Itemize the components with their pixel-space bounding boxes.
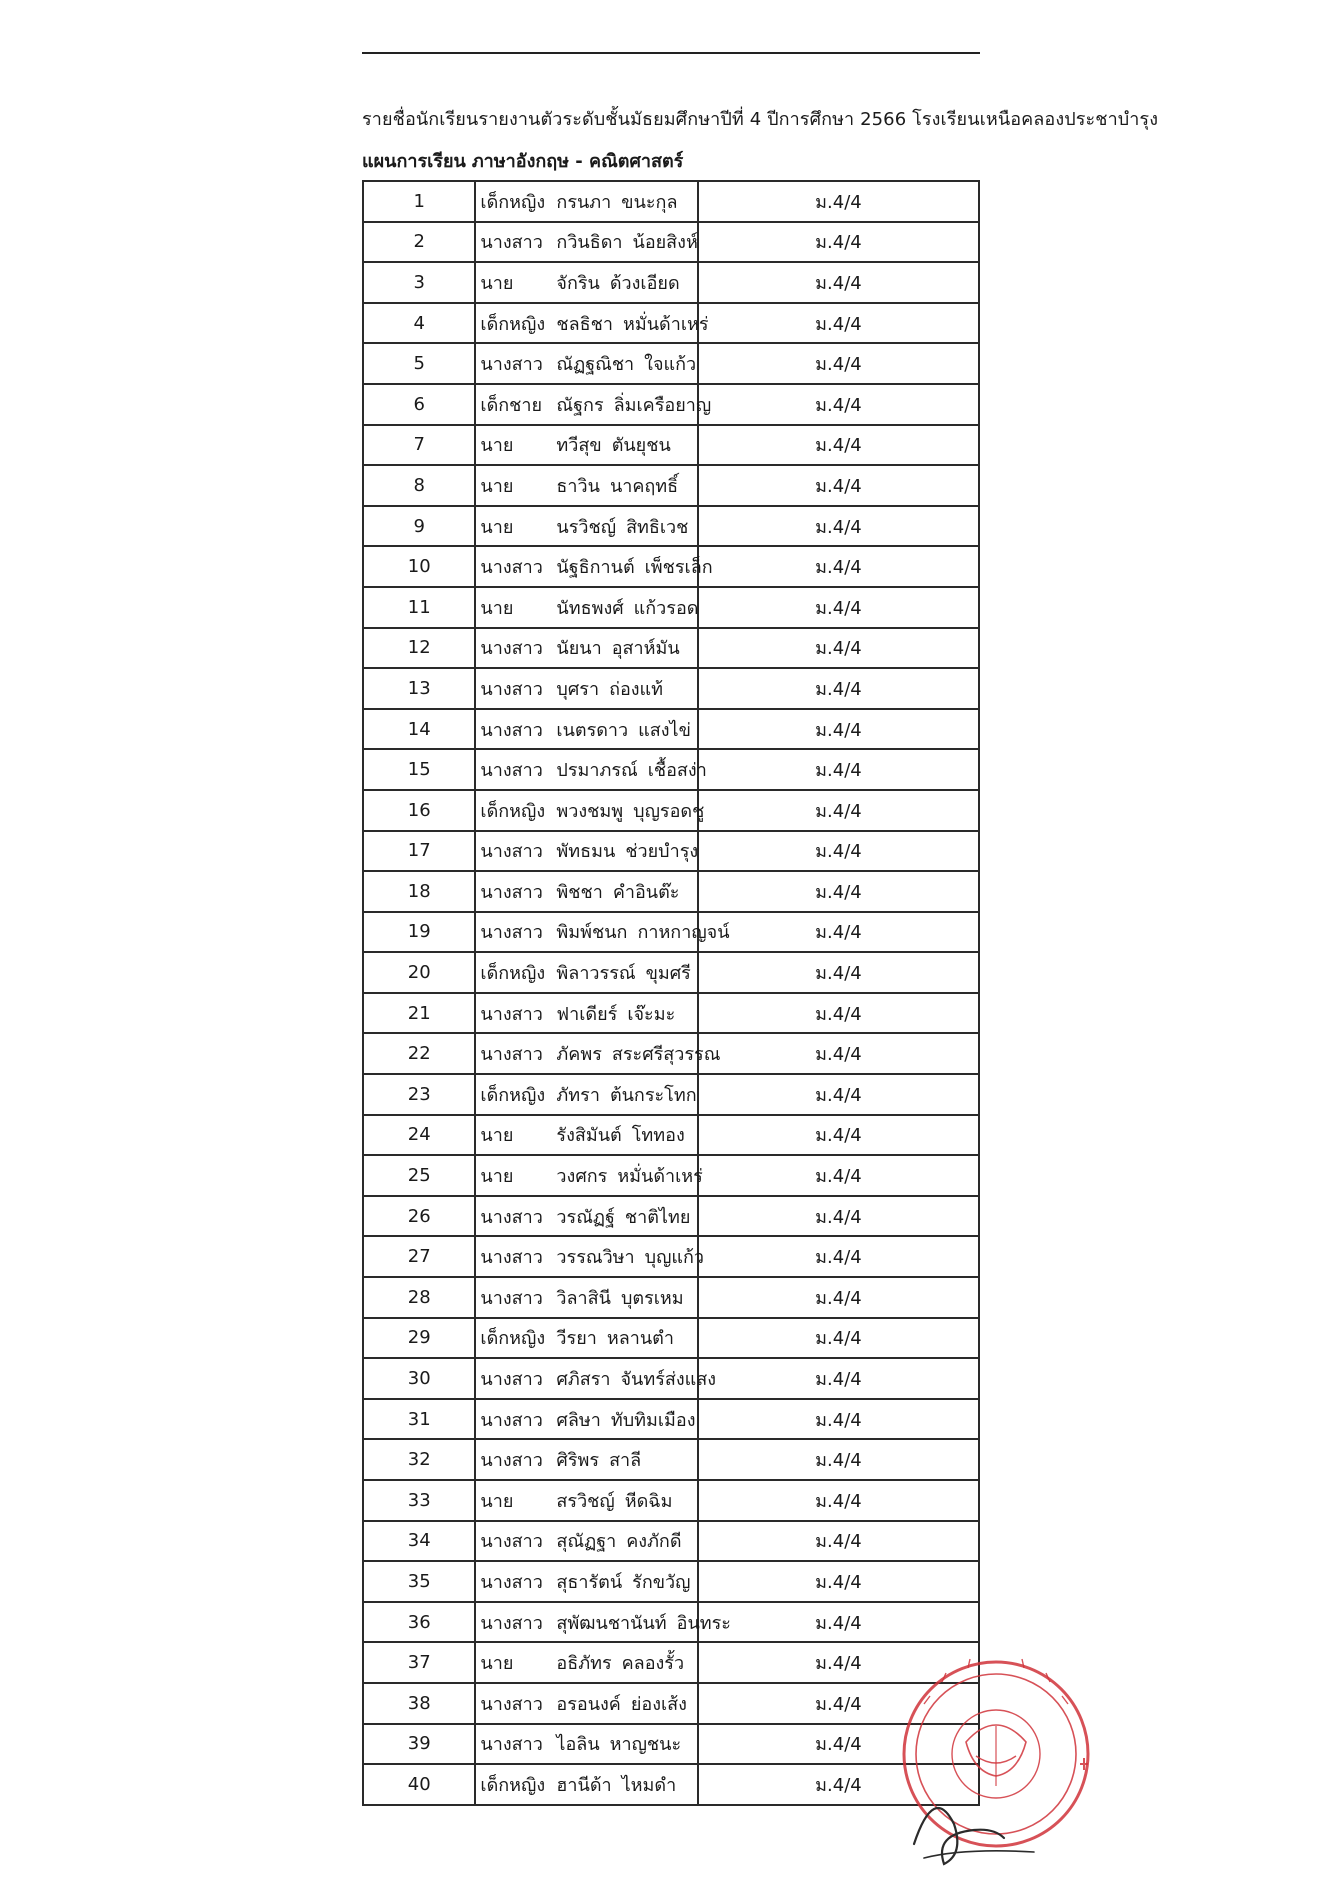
class-cell: ม.4/4 [698,790,979,831]
last-name: เพ็ชรเล็ก [644,557,713,579]
name-title: นางสาว [480,638,543,660]
student-name-cell [475,1277,698,1318]
row-number: 12 [363,628,475,669]
name-title: นางสาว [480,1003,543,1025]
last-name: ขุมศรี [645,963,691,985]
class-cell: ม.4/4 [698,952,979,993]
first-name: วีรยา [556,1328,597,1350]
last-name: ลิ่มเครือยาญ [613,394,712,416]
student-name-cell [475,831,698,872]
student-name-cell [475,1115,698,1156]
class-cell: ม.4/4 [698,668,979,709]
table-row [363,506,979,547]
student-name-cell [475,1196,698,1237]
student-name-cell [475,343,698,384]
last-name: คลองรั้ว [621,1653,685,1675]
table-row [363,790,979,831]
row-number: 8 [363,465,475,506]
name-title: นางสาว [480,354,543,376]
student-name-cell [475,1561,698,1602]
class-cell: ม.4/4 [698,1764,979,1805]
last-name: สิทธิเวช [626,516,689,538]
student-name-cell [475,465,698,506]
row-number: 16 [363,790,475,831]
class-cell: ม.4/4 [698,1196,979,1237]
first-name: พิมพ์ชนก [556,922,628,944]
table-row [363,465,979,506]
first-name: ศภิสรา [556,1369,611,1391]
row-number: 27 [363,1236,475,1277]
first-name: ณัฏฐณิชา [556,354,635,376]
last-name: ตันยุชน [611,435,671,457]
row-number: 33 [363,1480,475,1521]
row-number: 36 [363,1602,475,1643]
row-number: 9 [363,506,475,547]
name-title: เด็กชาย [480,394,543,416]
last-name: เจ๊ะมะ [627,1003,676,1025]
student-name-cell [475,425,698,466]
student-name-cell [475,1074,698,1115]
student-name-cell [475,912,730,953]
first-name: วิลาสินี [556,1287,611,1309]
row-number: 4 [363,303,475,344]
class-cell: ม.4/4 [698,1399,979,1440]
first-name: ไอลิน [556,1734,600,1756]
name-title: นางสาว [480,1044,543,1066]
class-cell: ม.4/4 [698,831,979,872]
student-name-cell [475,952,698,993]
name-title: นางสาว [480,1571,543,1593]
class-cell: ม.4/4 [698,871,979,912]
row-number: 14 [363,709,475,750]
first-name: ณัฐกร [556,394,604,416]
table-row [363,546,979,587]
class-cell: ม.4/4 [698,1155,979,1196]
row-number: 25 [363,1155,475,1196]
class-cell: ม.4/4 [698,1236,979,1277]
row-number: 26 [363,1196,475,1237]
class-cell: ม.4/4 [698,1561,979,1602]
name-title: นาย [480,272,514,294]
first-name: ภัคพร [556,1044,602,1066]
name-title: นางสาว [480,678,543,700]
row-number: 2 [363,222,475,263]
first-name: เนตรดาว [556,719,629,741]
class-cell: ม.4/4 [698,343,979,384]
first-name: ศลิษา [556,1409,601,1431]
row-number: 7 [363,425,475,466]
student-name-cell [475,1764,698,1805]
name-title: นางสาว [480,881,543,903]
table-row [363,1683,979,1724]
top-rule [362,52,980,54]
name-title: นางสาว [480,1450,543,1472]
name-title: นางสาว [480,1247,543,1269]
first-name: สุธารัตน์ [556,1571,623,1593]
table-row [363,1358,979,1399]
first-name: ธาวิน [556,475,600,497]
class-cell: ม.4/4 [698,1602,979,1643]
name-title: นางสาว [480,1206,543,1228]
class-cell: ม.4/4 [698,1033,979,1074]
first-name: วรณัฏฐ์ [556,1206,615,1228]
roster-body [363,181,979,1805]
first-name: วงศกร [556,1166,608,1188]
last-name: หมั่นด้าเหร่ [622,313,709,335]
table-row [363,1602,979,1643]
last-name: น้อยสิงห์ [632,232,698,254]
first-name: สุณัฏฐา [556,1531,617,1553]
first-name: พิลาวรรณ์ [556,963,636,985]
class-cell: ม.4/4 [698,628,979,669]
last-name: ทับทิมเมือง [610,1409,696,1431]
last-name: เชื้อสง่า [647,760,707,782]
last-name: สระศรีสุวรรณ [611,1044,721,1066]
row-number: 31 [363,1399,475,1440]
last-name: ช่วยบำรุง [625,841,699,863]
name-title: นาย [480,1125,514,1147]
last-name: รักขวัญ [632,1571,691,1593]
student-name-cell [475,1155,703,1196]
name-title: เด็กหญิง [480,800,546,822]
class-cell: ม.4/4 [698,1480,979,1521]
table-row [363,912,979,953]
name-title: นางสาว [480,1409,543,1431]
student-name-cell [475,384,712,425]
name-title: เด็กหญิง [480,1328,546,1350]
first-name: นัฐธิกานต์ [556,557,635,579]
table-row [363,1196,979,1237]
last-name: ขนะกุล [621,191,678,213]
table-row [363,628,979,669]
table-row [363,1521,979,1562]
last-name: อุสาห์มัน [611,638,680,660]
table-row [363,668,979,709]
name-title: นาย [480,1653,514,1675]
table-row [363,1318,979,1359]
row-number: 24 [363,1115,475,1156]
row-number: 5 [363,343,475,384]
last-name: หมั่นด้าเหร่ [617,1166,703,1188]
student-name-cell [475,1358,717,1399]
student-name-cell [475,181,698,222]
row-number: 22 [363,1033,475,1074]
first-name: รังสิมันต์ [556,1125,622,1147]
name-title: นางสาว [480,841,543,863]
class-cell: ม.4/4 [698,749,979,790]
first-name: กรนภา [556,191,612,213]
name-title: เด็กหญิง [480,1084,546,1106]
student-name-cell [475,1521,698,1562]
row-number: 11 [363,587,475,628]
table-row [363,831,979,872]
student-name-cell [475,262,698,303]
first-name: ฟาเดียร์ [556,1003,618,1025]
last-name: บุญรอดชู [633,800,705,822]
class-cell: ม.4/4 [698,1439,979,1480]
first-name: บุศรา [556,678,600,700]
table-row [363,952,979,993]
name-title: นาย [480,516,514,538]
plan-line [362,146,683,175]
table-row [363,1155,979,1196]
last-name: กาหกาญจน์ [637,922,730,944]
table-row [363,1642,979,1683]
last-name: ถ่องแท้ [609,678,664,700]
last-name: นาคฤทธิ์ [609,475,679,497]
last-name: หาญชนะ [609,1734,682,1756]
row-number: 13 [363,668,475,709]
class-cell: ม.4/4 [698,222,979,263]
table-row [363,384,979,425]
table-row [363,1724,979,1765]
row-number: 3 [363,262,475,303]
class-cell: ม.4/4 [698,709,979,750]
student-name-cell [475,628,698,669]
first-name: สรวิชญ์ [556,1490,615,1512]
student-name-cell [475,222,698,263]
last-name: โททอง [631,1125,685,1147]
last-name: ย่องเส้ง [630,1693,687,1715]
first-name: อธิภัทร [556,1653,612,1675]
table-row [363,1277,979,1318]
table-row [363,993,979,1034]
row-number: 35 [363,1561,475,1602]
row-number: 38 [363,1683,475,1724]
student-name-cell [475,1399,698,1440]
plan-label: แผนการเรียน [362,151,466,172]
class-cell: ม.4/4 [698,1521,979,1562]
table-row [363,1236,979,1277]
row-number: 34 [363,1521,475,1562]
name-title: นางสาว [480,1287,543,1309]
class-cell: ม.4/4 [698,384,979,425]
last-name: หลานตำ [606,1328,674,1350]
row-number: 15 [363,749,475,790]
first-name: ปรมาภรณ์ [556,760,638,782]
name-title: นางสาว [480,1734,543,1756]
row-number: 17 [363,831,475,872]
student-name-cell [475,303,709,344]
class-cell: ม.4/4 [698,181,979,222]
student-name-cell [475,587,698,628]
table-row [363,303,979,344]
row-number: 29 [363,1318,475,1359]
first-name: ชลธิชา [556,313,613,335]
first-name: อรอนงค์ [556,1693,621,1715]
row-number: 28 [363,1277,475,1318]
student-name-cell [475,1439,698,1480]
class-cell: ม.4/4 [698,1115,979,1156]
class-cell: ม.4/4 [698,425,979,466]
first-name: นัยนา [556,638,602,660]
name-title: นาย [480,1490,514,1512]
row-number: 39 [363,1724,475,1765]
student-name-cell [475,506,698,547]
student-name-cell [475,1602,731,1643]
row-number: 21 [363,993,475,1034]
student-name-cell [475,993,698,1034]
name-title: นางสาว [480,1531,543,1553]
last-name: แสงไข่ [638,719,691,741]
first-name: กวินธิดา [556,232,623,254]
last-name: อินทระ [676,1612,731,1634]
last-name: ชาติไทย [624,1206,691,1228]
student-roster-table [362,180,980,1806]
first-name: พัทธมน [556,841,616,863]
name-title: เด็กหญิง [480,963,546,985]
table-row [363,709,979,750]
table-row [363,1115,979,1156]
name-title: นางสาว [480,760,543,782]
class-cell: ม.4/4 [698,1358,979,1399]
table-row [363,587,979,628]
table-row [363,222,979,263]
table-row [363,1561,979,1602]
class-cell: ม.4/4 [698,546,979,587]
class-cell: ม.4/4 [698,587,979,628]
last-name: บุตรเหม [620,1287,684,1309]
class-cell: ม.4/4 [698,912,979,953]
first-name: สุพัฒนชานันท์ [556,1612,667,1634]
name-title: นางสาว [480,1612,543,1634]
last-name: ต้นกระโทก [609,1084,697,1106]
name-title: นางสาว [480,232,543,254]
name-title: เด็กหญิง [480,313,546,335]
class-cell: ม.4/4 [698,1074,979,1115]
student-name-cell [475,749,707,790]
last-name: ด้วงเอียด [609,272,680,294]
first-name: พวงชมพู [556,800,624,822]
table-row [363,1480,979,1521]
row-number: 1 [363,181,475,222]
name-title: นาย [480,597,514,619]
name-title: เด็กหญิง [480,1774,546,1796]
class-cell: ม.4/4 [698,465,979,506]
class-cell: ม.4/4 [698,1277,979,1318]
document-heading: รายชื่อนักเรียนรายงานตัวระดับชั้นมัธยมศึกษาปีที่ 4 ปีการศึกษา 2566 โรงเรียนเหนือคลองประชาบำรุง [362,109,1159,130]
name-title: นางสาว [480,557,543,579]
name-title: เด็กหญิง [480,191,546,213]
table-row [363,1764,979,1805]
student-name-cell [475,1480,698,1521]
last-name: สาลี [609,1450,642,1472]
table-row [363,343,979,384]
last-name: จันทร์ส่งแสง [620,1369,717,1391]
row-number: 37 [363,1642,475,1683]
first-name: พิชชา [556,881,603,903]
first-name: ฮานีด้า [556,1774,612,1796]
student-name-cell [475,790,705,831]
class-cell: ม.4/4 [698,1642,979,1683]
first-name: จักริน [556,272,600,294]
name-title: นางสาว [480,1693,543,1715]
table-row [363,262,979,303]
class-cell: ม.4/4 [698,1724,979,1765]
row-number: 30 [363,1358,475,1399]
table-row [363,1074,979,1115]
first-name: วรรณวิษา [556,1247,635,1269]
student-name-cell [475,668,698,709]
row-number: 20 [363,952,475,993]
name-title: นางสาว [480,1369,543,1391]
first-name: นรวิชญ์ [556,516,617,538]
table-row [363,1439,979,1480]
class-cell: ม.4/4 [698,993,979,1034]
table-row [363,749,979,790]
last-name: แก้วรอด [633,597,699,619]
name-title: นาย [480,475,514,497]
first-name: ศิริพร [556,1450,600,1472]
row-number: 18 [363,871,475,912]
class-cell: ม.4/4 [698,1318,979,1359]
last-name: ไหมดำ [621,1774,677,1796]
first-name: ทวีสุข [556,435,602,457]
name-title: นางสาว [480,922,543,944]
first-name: ภัทรา [556,1084,600,1106]
last-name: หีดฉิม [624,1490,673,1512]
student-name-cell [475,1236,705,1277]
row-number: 6 [363,384,475,425]
first-name: นัทธพงศ์ [556,597,624,619]
plan-name: ภาษาอังกฤษ - คณิตศาสตร์ [471,151,684,172]
row-number: 32 [363,1439,475,1480]
row-number: 19 [363,912,475,953]
last-name: คำอินต๊ะ [612,881,680,903]
student-name-cell [475,1683,698,1724]
name-title: นาย [480,435,514,457]
name-title: นางสาว [480,719,543,741]
class-cell: ม.4/4 [698,506,979,547]
name-title: นาย [480,1166,514,1188]
table-row [363,871,979,912]
student-name-cell [475,546,713,587]
student-name-cell [475,1318,698,1359]
class-cell: ม.4/4 [698,303,979,344]
student-name-cell [475,1724,698,1765]
row-number: 23 [363,1074,475,1115]
table-row [363,425,979,466]
student-name-cell [475,871,698,912]
table-row [363,1033,979,1074]
class-cell: ม.4/4 [698,262,979,303]
student-name-cell [475,709,698,750]
last-name: คงภักดี [626,1531,682,1553]
row-number: 40 [363,1764,475,1805]
student-name-cell [475,1642,698,1683]
table-row [363,181,979,222]
last-name: ใจแก้ว [644,354,697,376]
class-cell: ม.4/4 [698,1683,979,1724]
last-name: บุญแก้ว [644,1247,705,1269]
student-name-cell [475,1033,721,1074]
row-number: 10 [363,546,475,587]
table-row [363,1399,979,1440]
